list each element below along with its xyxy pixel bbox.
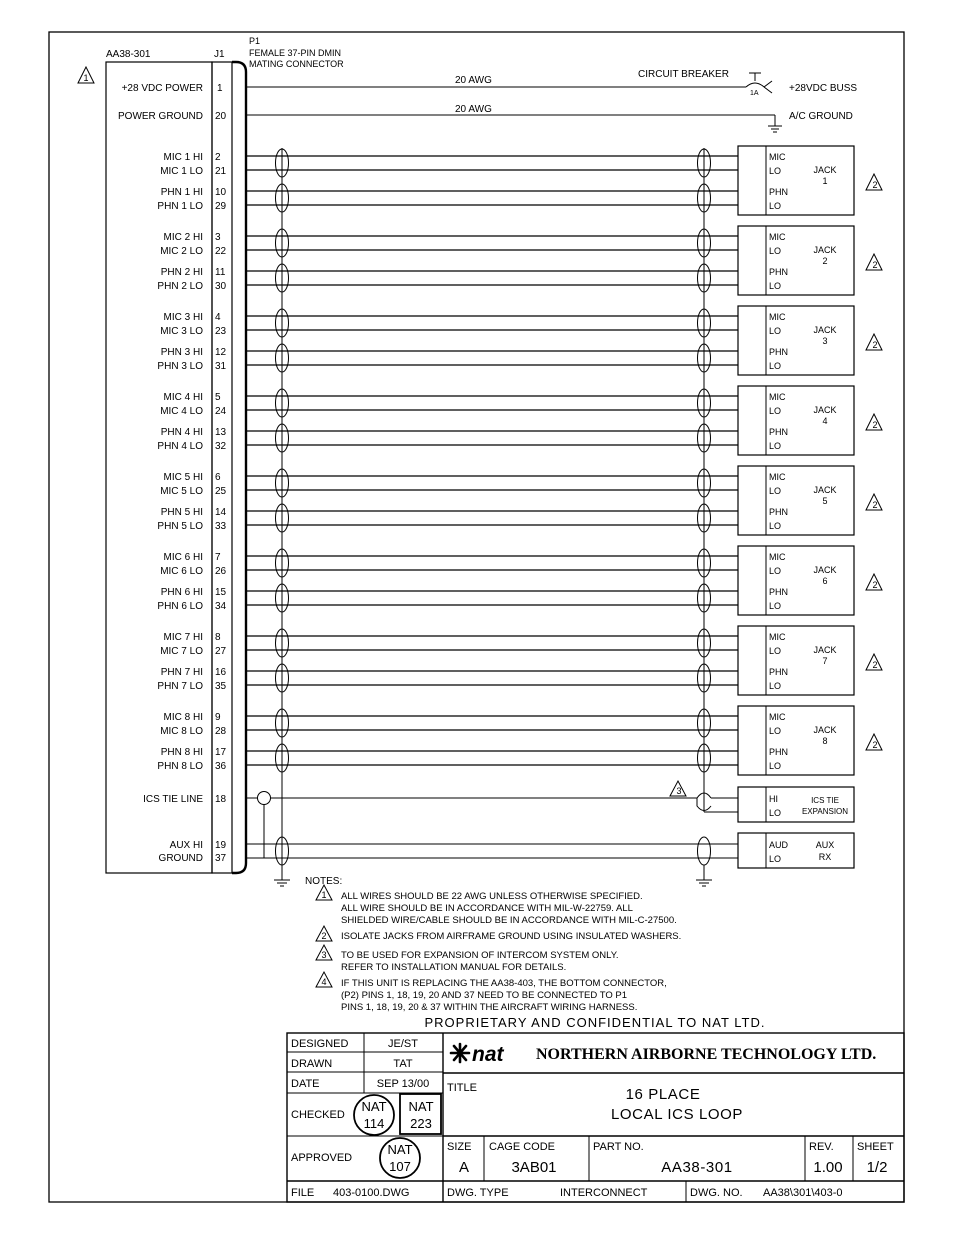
jack-terminal-label: PHN: [769, 507, 789, 517]
dwgno-value: AA38\301\403-0: [763, 1187, 843, 1199]
drawn-label: DRAWN: [291, 1058, 333, 1070]
designed-value: JE/ST: [388, 1038, 418, 1050]
jack-terminal-label: LO: [769, 246, 782, 256]
drawing-header: [106, 36, 344, 69]
pin-number: 11: [215, 267, 226, 278]
jack-terminal-label: PHN: [769, 427, 789, 437]
pin-number: 27: [215, 646, 227, 657]
pin-number: 2: [215, 152, 221, 163]
jack-number: 6: [822, 576, 828, 586]
jack-terminal-label: PHN: [769, 587, 789, 597]
aux-term-aud: AUD: [769, 840, 789, 850]
svg-text:NAT: NAT: [387, 1142, 413, 1157]
svg-text:2: 2: [872, 340, 878, 350]
approver-stamp-nat107: [380, 1138, 420, 1178]
p1-line2: MATING CONNECTOR: [249, 59, 344, 69]
jack-group: [157, 706, 882, 775]
note3-symbol-icon: [316, 945, 332, 960]
aux-section: [159, 833, 854, 868]
size-label: SIZE: [447, 1141, 472, 1153]
aux-shield-right-icon: [698, 837, 711, 865]
jack-terminal-label: LO: [769, 521, 782, 531]
signal-label: MIC 8 LO: [160, 726, 203, 737]
jack-group: [157, 386, 882, 455]
p1-mating-connector: [232, 62, 246, 873]
signal-label: MIC 7 LO: [160, 646, 203, 657]
sheet-value: 1/2: [866, 1159, 888, 1176]
signal-label: PHN 5 HI: [160, 507, 203, 518]
jack-terminal-label: LO: [769, 361, 782, 371]
svg-text:2: 2: [872, 740, 878, 750]
signal-label: PHN 3 LO: [157, 361, 203, 372]
signal-label: PHN 1 HI: [160, 187, 203, 198]
proprietary-notice: PROPRIETARY AND CONFIDENTIAL TO NAT LTD.: [424, 1015, 766, 1030]
note3-triangle-icon: [670, 781, 686, 796]
svg-text:1: 1: [321, 890, 327, 900]
signal-label: MIC 3 HI: [163, 312, 203, 323]
svg-text:3: 3: [676, 786, 682, 796]
jack-box: [738, 626, 854, 695]
note2-symbol-icon: [316, 926, 332, 941]
note2-triangle-icon: [866, 654, 882, 670]
ground-awg: 20 AWG: [455, 104, 492, 115]
svg-text:2: 2: [872, 180, 878, 190]
aux-rx-box: [738, 833, 854, 868]
aux-ground-pin: 37: [215, 853, 227, 864]
checker-stamp-nat114: [354, 1095, 394, 1135]
jack-box: [738, 466, 854, 535]
note3-line1: TO BE USED FOR EXPANSION OF INTERCOM SYSTEM ONLY.: [341, 950, 619, 961]
drawn-value: TAT: [393, 1058, 413, 1070]
note4-line1: IF THIS UNIT IS REPLACING THE AA38-403, THE BOTTOM CONNECTOR,: [341, 978, 667, 989]
title-block: [287, 1033, 904, 1202]
note4-symbol-icon: [316, 972, 332, 987]
jack-terminal-label: MIC: [769, 312, 786, 322]
jack-terminal-label: LO: [769, 726, 782, 736]
file-value: 403-0100.DWG: [333, 1187, 410, 1199]
title-line2: LOCAL ICS LOOP: [610, 1106, 744, 1123]
note1-line1: ALL WIRES SHOULD BE 22 AWG UNLESS OTHERWISE SPECIFIED.: [341, 891, 643, 902]
breaker-label: CIRCUIT BREAKER: [638, 69, 729, 80]
power-ground-pin: 20: [215, 111, 227, 122]
pin-number: 36: [215, 761, 227, 772]
jack-terminal-label: MIC: [769, 712, 786, 722]
signal-label: PHN 8 LO: [157, 761, 203, 772]
shield-ground-right-icon: [696, 868, 712, 886]
cage-label: CAGE CODE: [489, 1141, 556, 1153]
signal-label: PHN 2 LO: [157, 281, 203, 292]
note2-triangle-icon: [866, 334, 882, 350]
note2-triangle-icon: [866, 414, 882, 430]
signal-label: MIC 7 HI: [163, 632, 203, 643]
pin-number: 9: [215, 712, 221, 723]
svg-text:2: 2: [872, 580, 878, 590]
ics-tie-section: [143, 781, 854, 858]
signal-label: MIC 5 HI: [163, 472, 203, 483]
date-value: SEP 13/00: [376, 1078, 430, 1090]
size-value: A: [458, 1159, 470, 1176]
pin-number: 22: [215, 246, 227, 257]
jack-number: 4: [822, 416, 828, 426]
pin-number: 16: [215, 667, 227, 678]
jack-box: [738, 146, 854, 215]
signal-label: PHN 4 LO: [157, 441, 203, 452]
pin-number: 24: [215, 406, 227, 417]
jack-group: [157, 226, 882, 295]
pin-number: 10: [215, 187, 227, 198]
jack-terminal-label: PHN: [769, 667, 789, 677]
note1-triangle-icon: [78, 67, 94, 83]
ics-term-hi: HI: [769, 794, 778, 804]
aux-box-line1: AUX: [815, 840, 835, 850]
pin-number: 34: [215, 601, 227, 612]
signal-label: PHN 4 HI: [160, 427, 203, 438]
jack-number: 2: [822, 256, 828, 266]
jack-number: 3: [822, 336, 828, 346]
jack-box: [738, 306, 854, 375]
jack-name: JACK: [813, 325, 837, 335]
pin-number: 35: [215, 681, 227, 692]
jack-terminal-label: LO: [769, 566, 782, 576]
ac-ground-icon: [768, 115, 782, 132]
signal-label: MIC 8 HI: [163, 712, 203, 723]
signal-label: PHN 1 LO: [157, 201, 203, 212]
power-awg: 20 AWG: [455, 75, 492, 86]
aux-box-line2: RX: [818, 852, 832, 862]
note2-triangle-icon: [866, 574, 882, 590]
pin-number: 33: [215, 521, 227, 532]
signal-label: PHN 6 LO: [157, 601, 203, 612]
svg-text:NAT: NAT: [408, 1099, 434, 1114]
partno-value: AA38-301: [661, 1159, 733, 1176]
jack-terminal-label: LO: [769, 326, 782, 336]
jack-group: [157, 546, 882, 615]
ics-box-line1: ICS TIE: [811, 796, 839, 805]
notes-heading: NOTES:: [305, 876, 343, 887]
jack-terminal-label: PHN: [769, 187, 789, 197]
title-line1: 16 PLACE: [625, 1086, 701, 1103]
note4-line2: (P2) PINS 1, 18, 19, 20 AND 37 NEED TO BE CONNECTED TO P1: [341, 990, 627, 1001]
jack-terminal-label: MIC: [769, 232, 786, 242]
pin-number: 25: [215, 486, 227, 497]
svg-text:223: 223: [410, 1116, 432, 1131]
svg-text:nat: nat: [472, 1043, 504, 1066]
partno-label: PART NO.: [593, 1141, 644, 1153]
p1-title: P1: [249, 36, 261, 46]
signal-label: MIC 6 HI: [163, 552, 203, 563]
pin-number: 30: [215, 281, 227, 292]
checker-stamp-nat223: [400, 1094, 441, 1134]
note1-line3: SHIELDED WIRE/CABLE SHOULD BE IN ACCORDANCE WITH MIL-C-27500.: [341, 915, 677, 926]
aux-hi-label: AUX HI: [169, 840, 203, 851]
jack-name: JACK: [813, 645, 837, 655]
pin-number: 15: [215, 587, 227, 598]
pin-number: 8: [215, 632, 221, 643]
pin-number: 3: [215, 232, 221, 243]
signal-label: PHN 3 HI: [160, 347, 203, 358]
svg-text:114: 114: [363, 1116, 385, 1131]
pin-number: 14: [215, 507, 227, 518]
svg-text:NAT: NAT: [361, 1099, 387, 1114]
signal-label: PHN 7 LO: [157, 681, 203, 692]
note1-line2: ALL WIRE SHOULD BE IN ACCORDANCE WITH MIL-W-22759. ALL: [341, 903, 633, 914]
jack-name: JACK: [813, 165, 837, 175]
ics-tie-pin: 18: [215, 794, 227, 805]
power-pin: 1: [217, 83, 223, 94]
jack-terminal-label: LO: [769, 681, 782, 691]
jack-groups: [157, 146, 882, 868]
svg-text:2: 2: [872, 420, 878, 430]
pin-number: 28: [215, 726, 227, 737]
aux-term-lo: LO: [769, 854, 782, 864]
jack-terminal-label: LO: [769, 646, 782, 656]
note2-triangle-icon: [866, 734, 882, 750]
company-name: NORTHERN AIRBORNE TECHNOLOGY LTD.: [536, 1046, 877, 1063]
signal-label: MIC 2 HI: [163, 232, 203, 243]
jack-terminal-label: PHN: [769, 347, 789, 357]
svg-text:2: 2: [321, 931, 327, 941]
signal-label: MIC 6 LO: [160, 566, 203, 577]
svg-text:4: 4: [321, 977, 327, 987]
jack-number: 8: [822, 736, 828, 746]
pin-number: 6: [215, 472, 221, 483]
aux-ground-label: GROUND: [158, 853, 203, 864]
dwgtype-label: DWG. TYPE: [447, 1187, 509, 1199]
signal-label: PHN 5 LO: [157, 521, 203, 532]
pin-number: 23: [215, 326, 227, 337]
breaker-rating: 1A: [750, 90, 759, 97]
jack-name: JACK: [813, 725, 837, 735]
signal-label: PHN 7 HI: [160, 667, 203, 678]
signal-label: PHN 2 HI: [160, 267, 203, 278]
nat-logo-icon: [451, 1043, 505, 1066]
jack-terminal-label: LO: [769, 761, 782, 771]
svg-text:1: 1: [83, 73, 89, 83]
dwgno-label: DWG. NO.: [690, 1187, 743, 1199]
jack-name: JACK: [813, 405, 837, 415]
cage-value: 3AB01: [511, 1159, 557, 1176]
note3-line2: REFER TO INSTALLATION MANUAL FOR DETAILS.: [341, 962, 567, 973]
designed-label: DESIGNED: [291, 1038, 349, 1050]
aux-hi-pin: 19: [215, 840, 227, 851]
ics-box-line2: EXPANSION: [801, 807, 849, 816]
jack-group: [157, 466, 882, 535]
note1-symbol-icon: [316, 885, 332, 900]
signal-label: MIC 2 LO: [160, 246, 203, 257]
checked-label: CHECKED: [291, 1109, 345, 1121]
jack-number: 5: [822, 496, 828, 506]
note2-triangle-icon: [866, 174, 882, 190]
pin-number: 12: [215, 347, 227, 358]
signal-label: MIC 5 LO: [160, 486, 203, 497]
jack-box: [738, 386, 854, 455]
jack-name: JACK: [813, 565, 837, 575]
svg-text:2: 2: [872, 500, 878, 510]
jack-terminal-label: LO: [769, 166, 782, 176]
power-ground-label: POWER GROUND: [118, 111, 203, 122]
signal-label: MIC 4 HI: [163, 392, 203, 403]
jack-terminal-label: LO: [769, 281, 782, 291]
note4-line3: PINS 1, 18, 19, 20 & 37 WITHIN THE AIRCRAFT WIRING HARNESS.: [341, 1002, 638, 1013]
jack-group: [157, 146, 882, 215]
signal-label: PHN 6 HI: [160, 587, 203, 598]
p1-line1: FEMALE 37-PIN DMIN: [249, 48, 342, 58]
jack-name: JACK: [813, 245, 837, 255]
pin-number: 32: [215, 441, 227, 452]
pin-number: 4: [215, 312, 221, 323]
pin-number: 13: [215, 427, 227, 438]
jack-group: [157, 626, 882, 695]
signal-label: MIC 3 LO: [160, 326, 203, 337]
jack-terminal-label: LO: [769, 441, 782, 451]
signal-label: MIC 1 LO: [160, 166, 203, 177]
ics-term-lo: LO: [769, 808, 782, 818]
rev-value: 1.00: [813, 1159, 843, 1176]
power-label: +28 VDC POWER: [121, 83, 203, 94]
jack-number: 1: [822, 176, 828, 186]
ics-tie-label: ICS TIE LINE: [143, 794, 203, 805]
pin-number: 7: [215, 552, 221, 563]
pin-number: 17: [215, 747, 227, 758]
jack-terminal-label: MIC: [769, 552, 786, 562]
jack-number: 7: [822, 656, 828, 666]
approved-label: APPROVED: [291, 1152, 353, 1164]
jack-box: [738, 706, 854, 775]
svg-text:2: 2: [872, 660, 878, 670]
note2-triangle-icon: [866, 254, 882, 270]
file-label: FILE: [291, 1187, 315, 1199]
jack-terminal-label: LO: [769, 406, 782, 416]
buss-label: +28VDC BUSS: [789, 83, 858, 94]
jack-terminal-label: LO: [769, 601, 782, 611]
ac-ground-label: A/C GROUND: [789, 111, 853, 122]
jack-terminal-label: MIC: [769, 152, 786, 162]
svg-text:3: 3: [321, 950, 327, 960]
jack-group: [157, 306, 882, 375]
note2-line1: ISOLATE JACKS FROM AIRFRAME GROUND USING INSULATED WASHERS.: [341, 931, 682, 942]
date-label: DATE: [291, 1078, 320, 1090]
jack-terminal-label: MIC: [769, 472, 786, 482]
title-label: TITLE: [447, 1082, 477, 1094]
svg-text:107: 107: [389, 1159, 411, 1174]
j1-label: J1: [214, 49, 225, 60]
pin-number: 31: [215, 361, 227, 372]
signal-label: MIC 1 HI: [163, 152, 203, 163]
jack-terminal-label: PHN: [769, 267, 789, 277]
jack-terminal-label: LO: [769, 486, 782, 496]
signal-label: MIC 4 LO: [160, 406, 203, 417]
jack-box: [738, 546, 854, 615]
jack-terminal-label: PHN: [769, 747, 789, 757]
unit-label: AA38-301: [106, 49, 151, 60]
rev-label: REV.: [809, 1141, 834, 1153]
jack-terminal-label: MIC: [769, 632, 786, 642]
pin-number: 29: [215, 201, 227, 212]
power-section: [118, 69, 857, 132]
ics-tie-shield-left-icon: [258, 792, 271, 805]
jack-box: [738, 226, 854, 295]
pin-number: 5: [215, 392, 221, 403]
jack-terminal-label: LO: [769, 201, 782, 211]
sheet-label: SHEET: [857, 1141, 894, 1153]
pin-number: 26: [215, 566, 227, 577]
notes: [305, 876, 766, 1030]
jack-name: JACK: [813, 485, 837, 495]
pin-number: 21: [215, 166, 227, 177]
jack-terminal-label: MIC: [769, 392, 786, 402]
note2-triangle-icon: [866, 494, 882, 510]
signal-label: PHN 8 HI: [160, 747, 203, 758]
svg-text:2: 2: [872, 260, 878, 270]
dwgtype-value: INTERCONNECT: [560, 1187, 648, 1199]
shield-ground-left-icon: [274, 868, 290, 886]
